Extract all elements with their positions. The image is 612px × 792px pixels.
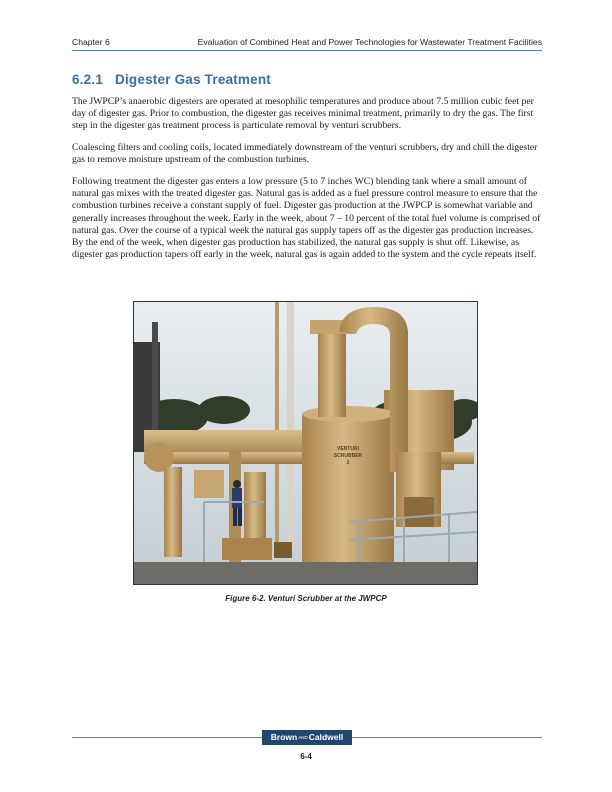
scrubber-sign-line-1: VENTURI [337, 446, 359, 452]
logo-word-caldwell: Caldwell [308, 732, 344, 742]
paragraph-2: Coalescing filters and cooling coils, located immediately downstream of the venturi scrubbers, dry and chill the digester gas to remove moisture upstream of the combustion turbines. [72, 142, 538, 166]
scrubber-sign-line-2: SCRUBBER [333, 453, 363, 459]
venturi-scrubber-photo [133, 301, 478, 585]
scrubber-sign-line-3: 2 [346, 460, 350, 466]
section-title: Digester Gas Treatment [115, 72, 271, 87]
chapter-label: Chapter 6 [72, 37, 110, 47]
section-number: 6.2.1 [72, 72, 104, 87]
paragraph-1: The JWPCP’s anaerobic digesters are operated at mesophilic temperatures and produce about 7.5 million cubic feet per day of digester gas. Prior to combustion, the digester gas receives minimal treatment, primarily to dry the gas. The first step in the digester gas treatment process is particulate removal by venturi scrubbers. [72, 96, 534, 132]
document-title: Evaluation of Combined Heat and Power Technologies for Wastewater Treatment Facilities [197, 37, 542, 47]
section-heading [72, 72, 271, 87]
logo-word-brown: Brown [270, 732, 298, 742]
page-number: 6-4 [300, 752, 312, 761]
page-header [72, 37, 542, 49]
logo-word-and: AND [298, 735, 308, 741]
brown-and-caldwell-logo [262, 730, 352, 745]
paragraph-3: Following treatment the digester gas enters a low pressure (5 to 7 inches WC) blending tank where a small amount of natural gas mixes with the treated digester gas. Natural gas is added as a fuel pressure control measure to ensure that the combustion turbines receive a constant supply of fuel. Digester gas production at the JWPCP is somewhat variable and generally increases throughout the week. Early in the week, about 7 – 10 percent of the total fuel volume is comprised of natural gas. Over the course of a typical week the natural gas supply tapers off as the digester gas production increases. By the end of the week, when digester gas production has stabilized, the natural gas supply is shut off. Likewise, as digester gas production tapers off early in the week, natural gas is again added to the system and the cycle repeats itself. [72, 176, 541, 261]
figure-caption: Figure 6-2. Venturi Scrubber at the JWPCP [225, 594, 387, 603]
header-divider [72, 50, 542, 51]
